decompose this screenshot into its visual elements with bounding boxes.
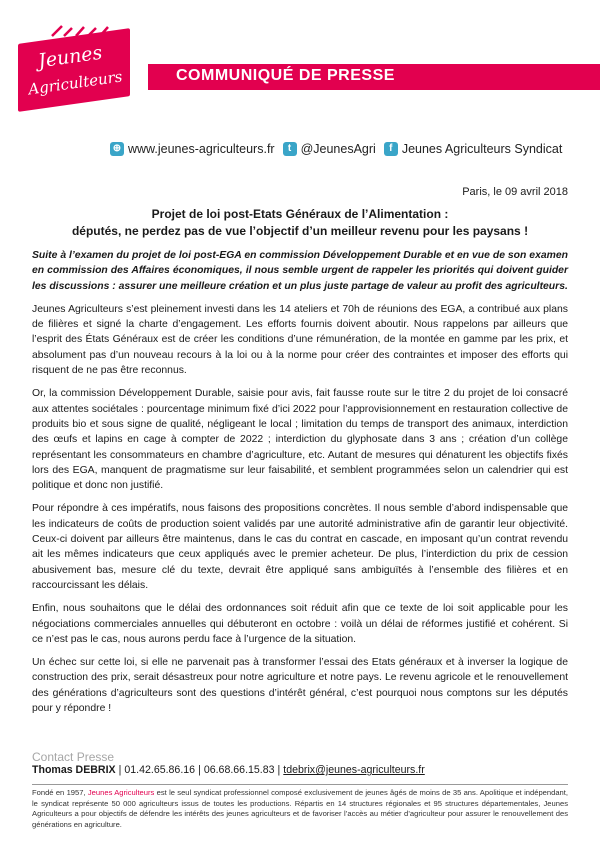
twitter-icon: t xyxy=(283,142,297,156)
twitter-link[interactable]: t @JeunesAgri xyxy=(283,142,376,156)
web-icon: ⊕ xyxy=(110,142,124,156)
intro-paragraph: Suite à l’examen du projet de loi post-EGA en commission Développement Durable et en vue de son examen en commission des Affaires économiques, il nous semble urgent de rappeler les priorités qui doivent guider les discussions : assurer une meilleure création et un plus juste partage de valeur au profit des agriculteurs. xyxy=(32,250,568,292)
press-title: COMMUNIQUÉ DE PRESSE xyxy=(176,67,395,84)
press-body xyxy=(32,248,568,724)
body-paragraph: Pour répondre à ces impératifs, nous faisons des propositions concrètes. Il nous semble d’abord indispensable que les indicateurs de coûts de production soient validés par une autorité administrative afin de garantir leur objectivité. Ceux-ci doivent par ailleurs être maintenus, dans le cas du contrat en cascade, en imposant qu’un contrat revendu ait les mêmes indicateurs que ceux appliqués avec le premier acheteur. De plus, l’interdiction du prix de cession abusivement bas, mesure clé du texte, devrait être appliqué sans ambiguïtés à l’ensemble des filières et en raccourcissant les délais. xyxy=(32,503,568,591)
facebook-icon: f xyxy=(384,142,398,156)
logo-text-jeunes: Jeunes xyxy=(36,41,104,73)
body-paragraph: Jeunes Agriculteurs s’est pleinement investi dans les 14 ateliers et 70h de réunions des EGA, a contribué aux plans de filières et signé la charte d’engagement. Les efforts fournis doivent aboutir. Nous rappelons par ailleurs que l’esprit des États Généraux est de créer les conditions d’une rémunération, de la montée en gamme par les prix, et absolument pas d’un nouveau recours à la loi ou à la norme pour créer des contraintes et imposer des efforts qui risquent de ne pas être reconnus. xyxy=(32,303,568,377)
body-paragraph: Or, la commission Développement Durable, saisie pour avis, fait fausse route sur le titre 2 du projet de loi consacré aux attentes sociétales : pourcentage minimum fixé d’ici 2022 pour l’approvisionnement en restauration collective de produits bio et sous signe de qualité, négligeant le local ; limitation du temps de transport des animaux, interdiction des œufs et lapins en cage à compter de 2022 ; interdiction du glyphosate dans 3 ans ; création d’un collège représentant les consommateurs en chambre d’agriculture, etc. Autant de mesures qui dénaturent les objectifs fixés lors des EGA, manquent de pragmatisme sur leur faisabilité, et semblent programmées selon un calendrier qui est politique et donc non justifié. xyxy=(32,388,568,492)
contact-heading: Contact Presse xyxy=(32,750,115,764)
press-date: Paris, le 09 avril 2018 xyxy=(462,186,568,198)
facebook-link[interactable]: f Jeunes Agriculteurs Syndicat xyxy=(384,142,563,156)
contact-phone1: 01.42.65.86.16 xyxy=(124,764,196,776)
logo-text-agriculteurs: Agriculteurs xyxy=(27,67,124,99)
page-header xyxy=(0,0,600,140)
body-paragraph: Un échec sur cette loi, si elle ne parvenait pas à transformer l’essai des Etats généraux et à inverser la logique de construction des prix, serait désastreux pour notre agriculture et notre pays. Le revenu agricole et le renouvellement des générations d’agriculteurs sont des questions d’intérêt général, c’est pourquoi nous comptons sur les députés pour y répondre ! xyxy=(32,657,568,715)
footer-divider xyxy=(32,784,568,785)
contact-details: Thomas DEBRIX | 01.42.65.86.16 | 06.68.66.15.83 | tdebrix@jeunes-agriculteurs.fr xyxy=(32,764,425,776)
body-paragraph: Enfin, nous souhaitons que le délai des ordonnances soit réduit afin que ce texte de loi soit applicable pour les négociations commerciales annuelles qui débuteront en octobre : voilà un délai de réformes justifié et cohérent. Si ce n’est pas le cas, nous aurons perdu face à l’urgence de la situation. xyxy=(32,603,568,645)
footer-brand: Jeunes Agriculteurs xyxy=(87,788,155,797)
contact-links xyxy=(110,138,570,160)
contact-email-link[interactable]: tdebrix@jeunes-agriculteurs.fr xyxy=(283,764,425,776)
contact-phone2: 06.68.66.15.83 xyxy=(203,764,275,776)
website-link[interactable]: ⊕ www.jeunes-agriculteurs.fr xyxy=(110,142,275,156)
footer-text: Fondé en 1957, Jeunes Agriculteurs est le seul syndicat professionnel composé exclusivement de jeunes âgés de moins de 35 ans. Apolitique et indépendant, le syndicat représente 50 000 agriculteurs issus de toutes les productions. Répartis en 14 structures régionales et 95 structures départementales, Jeunes Agriculteurs a pour objectifs de défendre les intérêts des jeunes agriculteurs et de favoriser l’accès au métier d’agriculteur pour assurer le renouvellement des générations en agriculture. xyxy=(32,788,569,829)
contact-name: Thomas DEBRIX xyxy=(32,764,116,776)
headline-line2: députés, ne perdez pas de vue l’objectif d’un meilleur revenu pour les paysans ! xyxy=(71,224,529,238)
headline-line1: Projet de loi post-Etats Généraux de l’Alimentation : xyxy=(151,207,449,221)
press-headline xyxy=(40,206,560,240)
